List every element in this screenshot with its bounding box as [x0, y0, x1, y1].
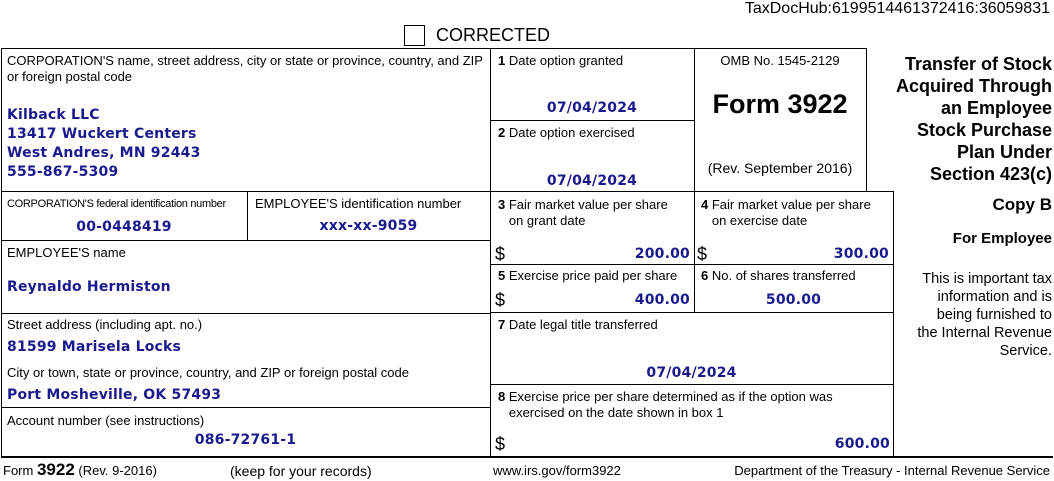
form-name: Form 3922: [712, 89, 848, 119]
box3-label: 3 Fair market value per share on grant date: [498, 197, 668, 228]
street-value: 81599 Marisela Locks: [7, 339, 182, 355]
box7-label: 7 Date legal title transferred: [498, 317, 658, 332]
box4-value: 300.00: [833, 246, 889, 262]
revision-date: (Rev. September 2016): [707, 160, 853, 176]
footer-form-id: Form 3922 (Rev. 9-2016): [3, 460, 157, 479]
important-notice: This is important tax information and is being furnished to the Internal Revenue Service.: [917, 271, 1052, 359]
city-label: City or town, state or province, country, and ZIP or foreign postal code: [7, 365, 409, 380]
city-value: Port Mosheville, OK 57493: [7, 387, 222, 403]
box8-dollar: $: [495, 434, 506, 454]
box4-label: 4 Fair market value per share on exercise date: [701, 197, 871, 228]
box3-dollar: $: [495, 244, 506, 264]
employee-name-value: Reynaldo Hermiston: [7, 279, 171, 295]
box7-value: 07/04/2024: [646, 365, 737, 381]
corp-name: Kilback LLC: [7, 107, 100, 123]
box8-label: 8 Exercise price per share determined as if the option was exercised on the date shown in box 1: [498, 389, 833, 420]
corp-fid-value: 00-0448419: [76, 219, 172, 235]
box6-value: 500.00: [765, 292, 822, 308]
omb-number: OMB No. 1545-2129: [720, 53, 840, 68]
footer-url[interactable]: www.irs.gov/form3922: [493, 463, 621, 478]
footer-department: Department of the Treasury - Internal Revenue Service: [734, 463, 1050, 478]
corp-street: 13417 Wuckert Centers: [7, 126, 197, 142]
employee-id-label: EMPLOYEE'S identification number: [255, 196, 462, 211]
street-label: Street address (including apt. no.): [7, 317, 203, 332]
corp-fid-label: CORPORATION'S federal identification number: [7, 198, 226, 210]
corrected-checkbox[interactable]: [404, 25, 425, 46]
corp-label: CORPORATION'S name, street address, city or state or province, country, and ZIP or foreign postal code: [7, 53, 483, 84]
account-label: Account number (see instructions): [7, 413, 205, 428]
document-id: TaxDocHub:6199514461372416:36059831: [744, 0, 1050, 17]
for-employee-label: For Employee: [952, 230, 1052, 247]
form-title: Transfer of Stock Acquired Through an Employee Stock Purchase Plan Under Section 423(c): [896, 54, 1052, 184]
box5-value: 400.00: [634, 292, 690, 308]
corrected-label: CORRECTED: [436, 25, 551, 45]
account-value: 086-72761-1: [194, 432, 297, 448]
box5-dollar: $: [495, 290, 506, 310]
footer-keep-records: (keep for your records): [230, 463, 372, 479]
box8-value: 600.00: [834, 436, 890, 452]
box2-label: 2 Date option exercised: [498, 125, 635, 140]
box3-value: 200.00: [634, 246, 690, 262]
copy-label: Copy B: [992, 195, 1052, 214]
box2-value: 07/04/2024: [546, 173, 638, 189]
corp-city: West Andres, MN 92443: [7, 145, 201, 161]
employee-name-label: EMPLOYEE'S name: [7, 245, 126, 260]
box5-label: 5 Exercise price paid per share: [498, 268, 678, 283]
corp-phone: 555-867-5309: [7, 164, 119, 180]
box1-value: 07/04/2024: [546, 100, 638, 116]
box6-label: 6 No. of shares transferred: [701, 268, 856, 283]
box1-label: 1 Date option granted: [498, 53, 624, 68]
box4-dollar: $: [697, 244, 708, 264]
employee-id-value: xxx-xx-9059: [319, 218, 418, 234]
